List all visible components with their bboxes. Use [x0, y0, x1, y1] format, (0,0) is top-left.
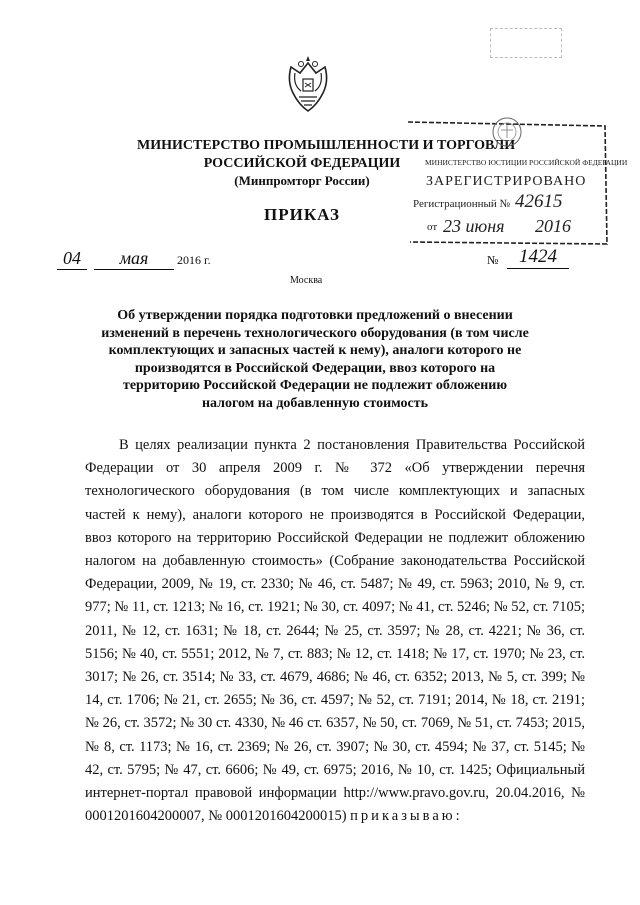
order-date [57, 248, 227, 274]
stamp-registered-text: ЗАРЕГИСТРИРОВАНО [426, 174, 587, 189]
stamp-ministry-text: МИНИСТЕРСТВО ЮСТИЦИИ РОССИЙСКОЙ ФЕДЕРАЦИИ [425, 158, 628, 167]
stamp-year-value: 2016 [535, 216, 571, 236]
order-city: Москва [290, 275, 323, 286]
order-date-day: 04 [57, 248, 87, 270]
stamp-date-label: от [427, 221, 438, 233]
stamp-regnum-value: 42615 [515, 191, 563, 212]
body-paragraph [85, 434, 585, 828]
order-number [487, 246, 577, 274]
order-number-sign: № [487, 253, 499, 267]
decree-word: приказываю: [350, 808, 463, 825]
order-number-value: 1424 [507, 246, 569, 269]
stamp-date-value: 23 июня [443, 216, 505, 236]
order-date-month: мая [94, 248, 174, 270]
registration-stamp [405, 116, 628, 246]
document-title: ПРИКАЗ [264, 205, 340, 224]
faint-stamp-box [490, 28, 562, 58]
body-paragraph-text: В целях реализации пункта 2 постановления Правительства Российской Федерации от 30 апреля 2009 г. № 372 «Об утверждении перечня технологического оборудования (в том числе комплектующих и запасных частей к нему), аналоги которого не производятся в Российской Федерации, ввоз которого на территорию Российской Федерации не подлежит обложению налогом на добавленную стоимость» (Собрание законодательства Российской Федерации, 2009, № 19, ст. 2330; № 46, ст. 5487; № 49, ст. 5963; 2010, № 9, ст. 977; № 11, ст. 1213; № 16, ст. 1921; № 30, ст. 4097; № 41, ст. 5246; № 52, ст. 7105; 2011, № 12, ст. 1631; № 18, ст. 2644; № 25, ст. 3597; № 28, ст. 4221; № 36, ст. 5156; № 40, ст. 5551; 2012, № 7, ст. 883; № 12, ст. 1418; № 17, ст. 1970; № 23, ст. 3017; № 26, ст. 3514; № 33, ст. 4679, 4686; № 46, ст. 6352; 2013, № 5, ст. 399; № 14, ст. 1706; № 21, ст. 2655; № 36, ст. 4597; № 52, ст. 7191; 2014, № 18, ст. 2191; № 26, ст. 3572; № 30 ст. 4330, № 46 ст. 6357, № 50, ст. 7069, № 51, ст. 7453; 2015, № 8, ст. 1173; № 16, ст. 2369; № 26, ст. 3907; № 30, ст. 4594; № 37, ст. 5145; № 42, ст. 5795; № 47, ст. 6606; № 49, ст. 6975; 2016, № 10, ст. 1425; Официальный интернет-портал правовой информации http://www.pravo.gov.ru, 20.04.2016, № 0001201604200007, № 0001201604200015) [85, 437, 585, 825]
ministry-name-line1: МИНИСТЕРСТВО ПРОМЫШЛЕННОСТИ И ТОРГОВЛИ [137, 138, 516, 153]
ministry-name-line2: РОССИЙСКОЙ ФЕДЕРАЦИИ [203, 156, 401, 171]
stamp-regnum-label: Регистрационный № [413, 198, 511, 210]
coat-of-arms-icon [283, 53, 333, 115]
order-date-year: 2016 г. [177, 253, 211, 267]
ministry-short-name: (Минпромторг России) [234, 173, 370, 188]
order-subject: Об утверждении порядка подготовки предложений о внесении изменений в перечень технологического оборудования (в том числе комплектующих и запасных частей к нему), аналоги которого не производятся в Российской Федерации, ввоз которого на территорию Российской Федерации не подлежит обложению налогом на добавленную стоимость [101, 308, 529, 411]
